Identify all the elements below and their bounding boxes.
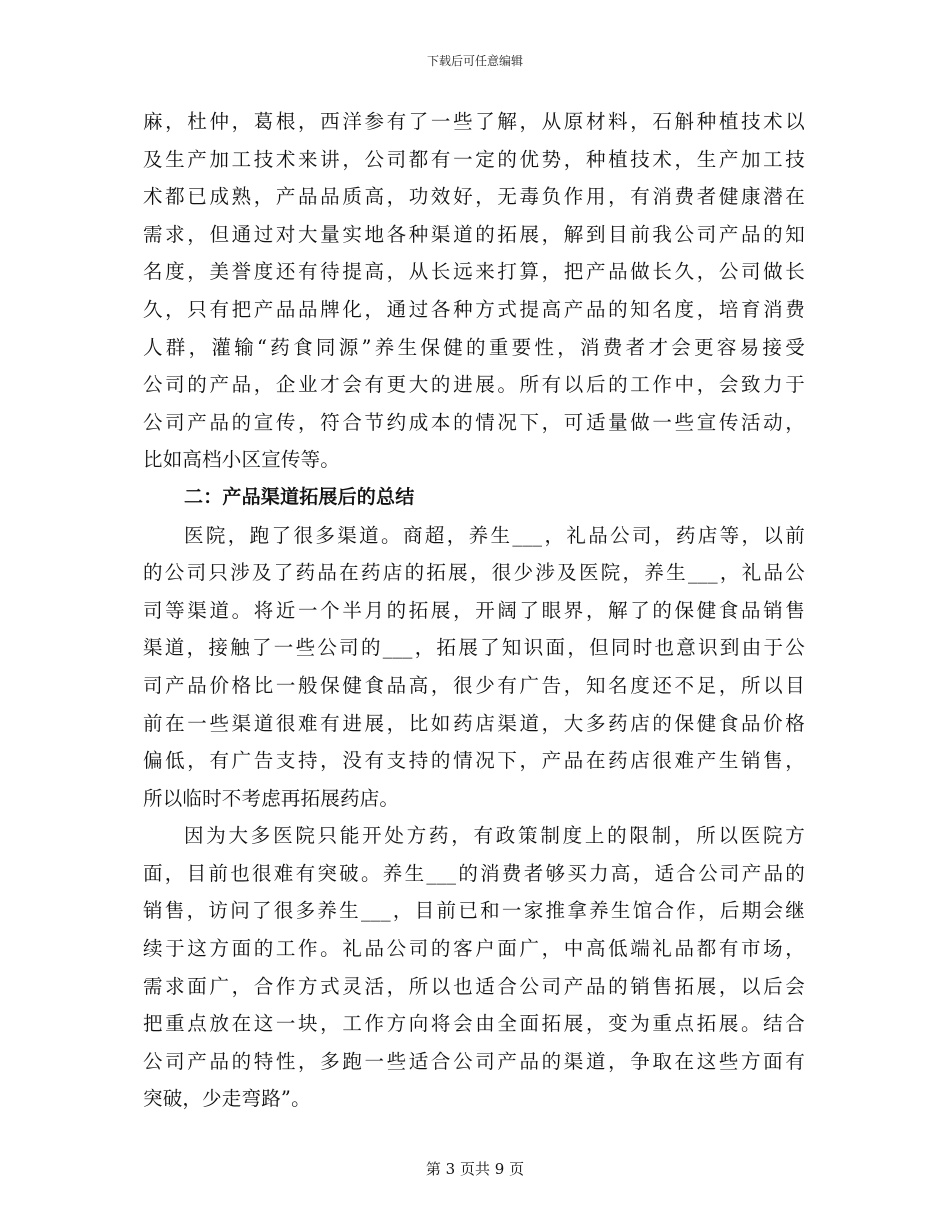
text-line: 需求，但通过对大量实地各种渠道的拓展，解到目前我公司产品的知 <box>143 222 805 246</box>
text-line: 因为大多医院只能开处方药，有政策制度上的限制，所以医院方 <box>184 824 805 848</box>
text-line: 术都已成熟，产品品质高，功效好，无毒负作用，有消费者健康潜在 <box>143 185 805 209</box>
text-line: 渠道，接触了一些公司的___，拓展了知识面，但同时也意识到由于公 <box>143 636 805 660</box>
text-line: 医院，跑了很多渠道。商超，养生___，礼品公司，药店等，以前 <box>184 523 805 547</box>
text-line: 及生产加工技术来讲，公司都有一定的优势，种植技术，生产加工技 <box>143 147 805 171</box>
text-line: 比如高档小区宣传等。 <box>143 448 341 472</box>
text-line: 续于这方面的工作。礼品公司的客户面广，中高低端礼品都有市场， <box>143 937 805 961</box>
text-line: 需求面广，合作方式灵活，所以也适合公司产品的销售拓展，以后会 <box>143 974 805 998</box>
text-line: 人群，灌输“药食同源”养生保健的重要性，消费者才会更容易接受 <box>143 335 805 359</box>
text-line: 面，目前也很难有突破。养生___的消费者够买力高，适合公司产品的 <box>143 861 805 885</box>
text-line: 公司产品的特性，多跑一些适合公司产品的渠道，争取在这些方面有 <box>143 1049 805 1073</box>
text-line: 突破，少走弯路”。 <box>143 1087 311 1111</box>
text-line: 久，只有把产品品牌化，通过各种方式提高产品的知名度，培育消费 <box>143 297 805 321</box>
text-line: 前在一些渠道很难有进展，比如药店渠道，大多药店的保健食品价格 <box>143 711 805 735</box>
text-line: 麻，杜仲，葛根，西洋参有了一些了解，从原材料，石斛种植技术以 <box>143 110 805 133</box>
text-line: 司产品价格比一般保健食品高，很少有广告，知名度还不足，所以目 <box>143 673 805 697</box>
section-heading: 二：产品渠道拓展后的总结 <box>184 485 415 508</box>
text-line: 公司的产品，企业才会有更大的进展。所有以后的工作中，会致力于 <box>143 373 805 397</box>
text-line: 名度，美誉度还有待提高，从长远来打算，把产品做长久，公司做长 <box>143 260 805 284</box>
page-header: 下载后可任意编辑 <box>426 54 523 68</box>
page-footer: 第 3 页共 9 页 <box>425 1160 525 1178</box>
text-line: 销售，访问了很多养生___，目前已和一家推拿养生馆合作，后期会继 <box>143 899 805 923</box>
document-body <box>143 103 805 1118</box>
text-line: 偏低，有广告支持，没有支持的情况下，产品在药店很难产生销售， <box>143 749 805 773</box>
text-line: 把重点放在这一块，工作方向将会由全面拓展，变为重点拓展。结合 <box>143 1012 805 1036</box>
text-line: 公司产品的宣传，符合节约成本的情况下，可适量做一些宣传活动， <box>143 410 805 434</box>
text-line: 司等渠道。将近一个半月的拓展，开阔了眼界，解了的保健食品销售 <box>143 598 805 622</box>
text-line: 所以临时不考虑再拓展药店。 <box>143 786 400 810</box>
text-line: 的公司只涉及了药品在药店的拓展，很少涉及医院，养生___，礼品公 <box>143 561 805 585</box>
